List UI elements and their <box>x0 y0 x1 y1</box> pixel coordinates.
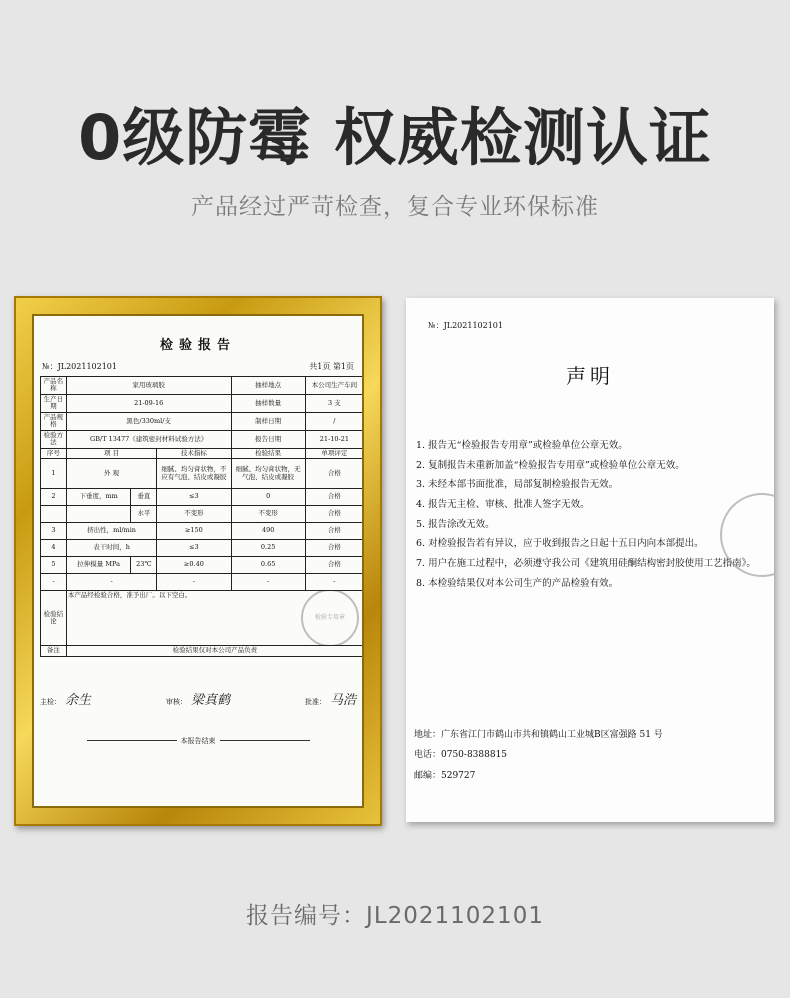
info-label: 生产日期 <box>41 394 67 412</box>
item-name: 下垂度，mm <box>66 489 131 506</box>
conclusion-row <box>41 591 364 646</box>
item-result: 细腻、均匀膏状物，无气泡、结皮或凝胶 <box>231 459 305 489</box>
item-name: 表干时间，h <box>66 540 156 557</box>
info-label: 产品规格 <box>41 412 67 430</box>
statement-item: 2. 复制报告未重新加盖“检验报告专用章”或检验单位公章无效。 <box>416 459 685 471</box>
item-grade: 合格 <box>305 523 363 540</box>
table-row <box>41 506 364 523</box>
chief-inspector-signature: 余生 <box>65 692 92 708</box>
item-grade: 合格 <box>305 540 363 557</box>
inspection-stamp-label: 检验专用章 <box>314 613 345 621</box>
info-label: 抽样数量 <box>231 394 305 412</box>
report-end-label: 本报告结束 <box>180 736 216 745</box>
info-label: 检验方法 <box>41 430 67 448</box>
approver-signature: 马浩 <box>329 692 356 708</box>
reviewer-label: 审核： <box>165 697 187 706</box>
item-name: 外 观 <box>66 459 156 489</box>
info-label: 制样日期 <box>231 412 305 430</box>
item-subcondition: 垂直 <box>131 489 157 506</box>
item-result: 490 <box>231 523 305 540</box>
table-row <box>41 557 364 574</box>
statement-item: 1. 报告无“检验报告专用章”或检验单位公章无效。 <box>416 440 628 451</box>
statement-item: 5. 报告涂改无效。 <box>416 518 495 530</box>
statement-page <box>406 298 774 822</box>
info-row <box>41 394 364 412</box>
report-number-footer: 报告编号：JL2021102101 <box>246 903 544 929</box>
report-table <box>40 376 364 657</box>
statement-item: 3. 未经本部书面批准，局部复制检验报告无效。 <box>416 479 619 491</box>
gold-picture-frame <box>14 296 382 826</box>
table-row <box>41 540 364 557</box>
item-spec: ≤3 <box>157 540 231 557</box>
statement-list <box>416 438 761 595</box>
statement-item: 8. 本检验结果仅对本公司生产的产品检验有效。 <box>416 577 619 589</box>
table-row <box>41 459 364 489</box>
report-title: 检验报告 <box>159 338 236 353</box>
statement-item: 6. 对检验报告若有异议，应于收到报告之日起十五日内向本部提出。 <box>416 538 704 550</box>
item-grade: - <box>305 574 363 591</box>
column-header: 序号 <box>41 448 67 458</box>
table-header-row <box>41 448 364 458</box>
info-row <box>41 377 364 395</box>
inspection-stamp <box>301 591 359 646</box>
info-value: 黑色/330ml/支 <box>66 412 231 430</box>
statement-item: 4. 报告无主检、审核、批准人签字无效。 <box>416 499 590 511</box>
info-value: 本公司生产车间 <box>305 377 363 395</box>
item-name: 挤出性，ml/min <box>66 523 156 540</box>
info-value: 3 支 <box>305 394 363 412</box>
statement-number: №：JL2021102101 <box>428 321 503 330</box>
remark-row <box>41 646 364 656</box>
remark-label: 备注 <box>41 646 67 656</box>
item-spec: ≥0.40 <box>157 557 231 574</box>
approver-label: 批准： <box>304 697 326 706</box>
info-value: 家用玻璃胶 <box>66 377 231 395</box>
chief-inspector-label: 主检： <box>40 697 61 706</box>
conclusion-text: 本产品经检验合格，准予出厂。以下空白。 <box>67 591 192 600</box>
contact-address: 地址：广东省江门市鹤山市共和镇鹤山工业城B区富强路 51 号 <box>414 730 663 740</box>
info-label: 产品名称 <box>41 377 67 395</box>
column-header: 单项评定 <box>305 448 363 458</box>
item-result: - <box>231 574 305 591</box>
info-value: 21-09-16 <box>66 394 231 412</box>
report-end <box>34 736 362 746</box>
info-label: 抽样地点 <box>231 377 305 395</box>
item-spec: ≥150 <box>157 523 231 540</box>
item-grade: 合格 <box>305 489 363 506</box>
page-subheadline: 产品经过严苛检查，复合专业环保标准 <box>191 194 599 220</box>
contact-postcode: 邮编：529727 <box>414 770 476 781</box>
table-row <box>41 523 364 540</box>
item-spec: 细腻、均匀膏状物，不应有气泡、结皮或凝胶 <box>157 459 231 489</box>
statement-title: 声明 <box>566 364 614 388</box>
contact-phone: 电话：0750-8388815 <box>414 750 508 761</box>
info-value: GB/T 13477《建筑密封材料试验方法》 <box>66 430 231 448</box>
item-result: 0.25 <box>231 540 305 557</box>
column-header: 检验结果 <box>231 448 305 458</box>
item-number: 4 <box>41 540 67 557</box>
conclusion-label: 检验结论 <box>41 591 67 646</box>
report-pages: 共1页 第1页 <box>309 362 354 371</box>
signature-row <box>34 689 362 708</box>
page-headline: 0级防霉 权威检测认证 <box>78 101 712 174</box>
info-value: / <box>305 412 363 430</box>
item-result: 0 <box>231 489 305 506</box>
info-value: 21-10-21 <box>305 430 363 448</box>
item-number: 1 <box>41 459 67 489</box>
item-spec: - <box>157 574 231 591</box>
item-name <box>66 506 131 523</box>
contact-block <box>414 725 663 786</box>
statement-item: 7. 用户在施工过程中，必须遵守我公司《建筑用硅酮结构密封胶使用工艺指南》。 <box>416 558 756 570</box>
item-number <box>41 506 67 523</box>
info-label: 报告日期 <box>231 430 305 448</box>
item-result: 不变形 <box>231 506 305 523</box>
info-row <box>41 412 364 430</box>
report-number: №：JL2021102101 <box>42 362 117 371</box>
column-header: 技术指标 <box>157 448 231 458</box>
item-grade: 合格 <box>305 459 363 489</box>
item-number: 2 <box>41 489 67 506</box>
item-name: - <box>66 574 156 591</box>
inspection-report-sheet <box>32 314 364 808</box>
item-spec: 不变形 <box>157 506 231 523</box>
table-row <box>41 574 364 591</box>
item-number: 3 <box>41 523 67 540</box>
item-subcondition: 23℃ <box>131 557 157 574</box>
item-name: 拉伸模量 MPa <box>66 557 131 574</box>
info-row <box>41 430 364 448</box>
item-number: 5 <box>41 557 67 574</box>
reviewer-signature: 梁真鹤 <box>190 692 230 708</box>
table-row <box>41 489 364 506</box>
item-result: 0.65 <box>231 557 305 574</box>
item-number: - <box>41 574 67 591</box>
item-grade: 合格 <box>305 557 363 574</box>
remark-text: 检验结果仅对本公司产品负责 <box>66 646 363 656</box>
item-grade: 合格 <box>305 506 363 523</box>
item-subcondition: 水平 <box>131 506 157 523</box>
column-header: 项 目 <box>66 448 156 458</box>
report-meta <box>34 361 362 372</box>
item-spec: ≤3 <box>157 489 231 506</box>
